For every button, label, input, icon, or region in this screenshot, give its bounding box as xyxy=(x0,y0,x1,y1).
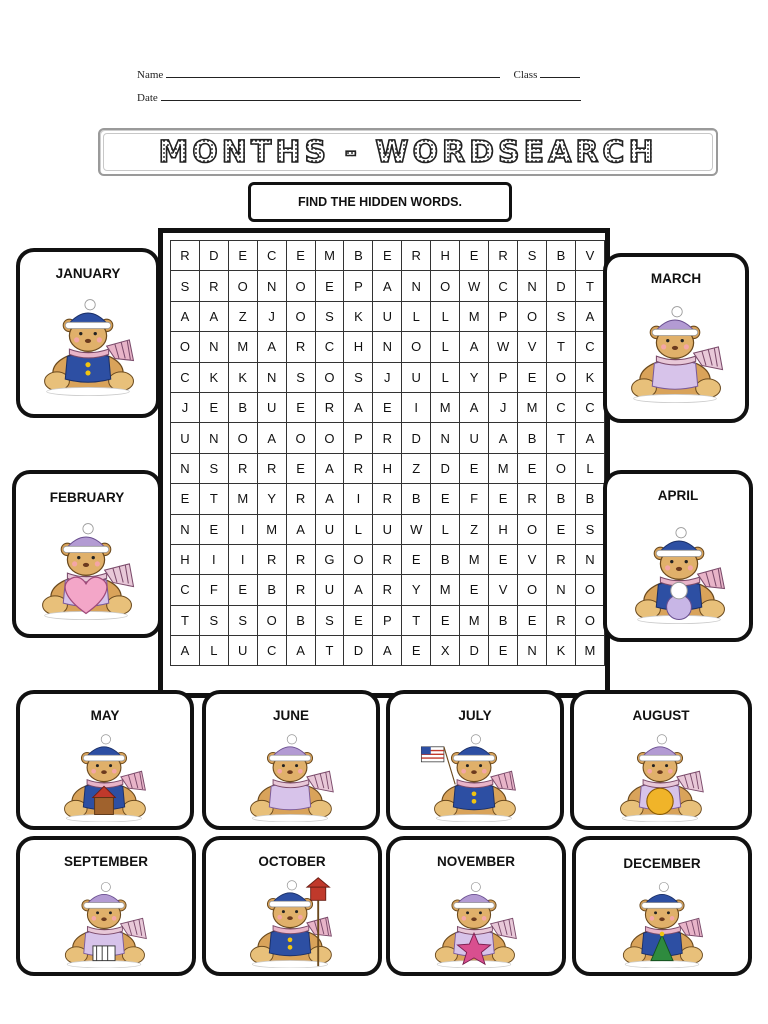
card-january xyxy=(16,248,160,418)
grid-cell[interactable]: A xyxy=(344,575,373,605)
grid-cell[interactable]: N xyxy=(431,423,460,453)
grid-cell[interactable]: S xyxy=(315,605,344,635)
grid-cell[interactable]: V xyxy=(518,544,547,574)
grid-cell[interactable]: C xyxy=(171,575,200,605)
grid-cell[interactable]: U xyxy=(171,423,200,453)
name-line xyxy=(137,68,580,81)
grid-cell[interactable]: C xyxy=(257,636,286,666)
grid-cell[interactable]: F xyxy=(199,575,228,605)
grid-cell[interactable]: E xyxy=(518,605,547,635)
grid-cell[interactable]: E xyxy=(228,575,257,605)
label-december: DECEMBER xyxy=(623,856,701,871)
grid-cell[interactable]: E xyxy=(199,514,228,544)
grid-cell[interactable]: R xyxy=(547,544,576,574)
grid-cell[interactable]: A xyxy=(575,423,604,453)
grid-cell[interactable]: O xyxy=(228,423,257,453)
grid-cell[interactable]: R xyxy=(286,332,315,362)
grid-cell[interactable]: M xyxy=(518,392,547,422)
grid-cell[interactable]: L xyxy=(431,362,460,392)
grid-cell[interactable]: K xyxy=(344,301,373,331)
grid-cell[interactable]: R xyxy=(344,453,373,483)
grid-cell[interactable]: H xyxy=(344,332,373,362)
grid-cell[interactable]: A xyxy=(257,423,286,453)
grid-cell[interactable]: U xyxy=(373,514,402,544)
grid-cell[interactable]: D xyxy=(402,423,431,453)
grid-cell[interactable]: O xyxy=(257,605,286,635)
grid-cell[interactable]: E xyxy=(431,484,460,514)
grid-cell[interactable]: T xyxy=(547,332,576,362)
grid-cell[interactable]: H xyxy=(431,241,460,271)
label-january: JANUARY xyxy=(55,266,121,281)
grid-cell[interactable]: E xyxy=(547,514,576,544)
card-may xyxy=(16,690,194,830)
grid-row xyxy=(171,301,605,331)
grid-cell[interactable]: A xyxy=(315,484,344,514)
grid-cell[interactable]: B xyxy=(228,392,257,422)
grid-cell[interactable]: P xyxy=(344,271,373,301)
grid-cell[interactable]: P xyxy=(344,423,373,453)
grid-cell[interactable]: M xyxy=(257,514,286,544)
grid-cell[interactable]: N xyxy=(575,544,604,574)
grid-cell[interactable]: R xyxy=(373,484,402,514)
grid-cell[interactable]: N xyxy=(199,332,228,362)
grid-row xyxy=(171,544,605,574)
grid-cell[interactable]: E xyxy=(373,392,402,422)
grid-cell[interactable]: S xyxy=(199,453,228,483)
grid-cell[interactable]: N xyxy=(257,362,286,392)
grid-cell[interactable]: A xyxy=(489,423,518,453)
grid-cell[interactable]: N xyxy=(171,514,200,544)
grid-cell[interactable]: M xyxy=(460,605,489,635)
grid-cell[interactable]: H xyxy=(489,514,518,544)
label-november: NOVEMBER xyxy=(436,854,515,869)
card-august xyxy=(570,690,752,830)
grid-cell[interactable]: P xyxy=(373,605,402,635)
grid-cell[interactable]: M xyxy=(575,636,604,666)
grid-cell[interactable]: T xyxy=(199,484,228,514)
grid-cell[interactable]: A xyxy=(344,392,373,422)
grid-cell[interactable]: P xyxy=(489,362,518,392)
bear-illustration xyxy=(613,299,737,403)
grid-cell[interactable]: B xyxy=(257,575,286,605)
grid-cell[interactable]: L xyxy=(431,301,460,331)
grid-cell[interactable]: W xyxy=(402,514,431,544)
grid-row xyxy=(171,392,605,422)
grid-cell[interactable]: O xyxy=(315,362,344,392)
grid-cell[interactable]: C xyxy=(575,332,604,362)
label-august: AUGUST xyxy=(632,708,690,723)
grid-cell[interactable]: O xyxy=(431,271,460,301)
grid-cell[interactable]: U xyxy=(257,392,286,422)
grid-cell[interactable]: J xyxy=(171,392,200,422)
grid-cell[interactable]: W xyxy=(460,271,489,301)
card-december xyxy=(572,836,752,976)
class-label: Class xyxy=(513,69,538,81)
grid-cell[interactable]: A xyxy=(257,332,286,362)
grid-cell[interactable]: G xyxy=(315,544,344,574)
grid-cell[interactable]: R xyxy=(286,575,315,605)
grid-cell[interactable]: B xyxy=(344,241,373,271)
grid-cell[interactable]: B xyxy=(547,241,576,271)
grid-cell[interactable]: L xyxy=(199,636,228,666)
grid-cell[interactable]: R xyxy=(286,544,315,574)
grid-row xyxy=(171,514,605,544)
instructions-box xyxy=(248,182,512,222)
grid-cell[interactable]: N xyxy=(518,636,547,666)
grid-cell[interactable]: O xyxy=(547,453,576,483)
grid-cell[interactable]: R xyxy=(373,575,402,605)
bear-illustration xyxy=(412,728,536,822)
grid-cell[interactable]: Z xyxy=(402,453,431,483)
grid-cell[interactable]: R xyxy=(402,241,431,271)
grid-cell[interactable]: E xyxy=(373,241,402,271)
grid-cell[interactable]: B xyxy=(547,484,576,514)
grid-cell[interactable]: N xyxy=(257,271,286,301)
grid-cell[interactable]: K xyxy=(575,362,604,392)
grid-cell[interactable]: E xyxy=(518,453,547,483)
grid-cell[interactable]: S xyxy=(518,241,547,271)
grid-cell[interactable]: I xyxy=(228,514,257,544)
grid-cell[interactable]: E xyxy=(315,271,344,301)
label-october: OCTOBER xyxy=(258,854,326,869)
grid-cell[interactable]: L xyxy=(575,453,604,483)
grid-cell[interactable]: R xyxy=(547,605,576,635)
grid-row xyxy=(171,362,605,392)
bear-illustration xyxy=(228,874,352,968)
grid-cell[interactable]: N xyxy=(199,423,228,453)
grid-cell[interactable]: M xyxy=(460,301,489,331)
grid-cell[interactable]: L xyxy=(431,514,460,544)
grid-cell[interactable]: E xyxy=(489,544,518,574)
grid-cell[interactable]: T xyxy=(575,271,604,301)
grid-row xyxy=(171,636,605,666)
name-label: Name xyxy=(137,69,164,81)
grid-cell[interactable]: D xyxy=(460,636,489,666)
grid-cell[interactable]: A xyxy=(575,301,604,331)
grid-cell[interactable]: E xyxy=(402,544,431,574)
grid-cell[interactable]: R xyxy=(257,453,286,483)
instructions-text: FIND THE HIDDEN WORDS. xyxy=(298,195,462,209)
grid-cell[interactable]: T xyxy=(547,423,576,453)
grid-cell[interactable]: U xyxy=(402,362,431,392)
bear-illustration xyxy=(26,292,150,396)
bear-illustration xyxy=(42,876,166,968)
grid-cell[interactable]: I xyxy=(228,544,257,574)
grid-cell[interactable]: E xyxy=(286,241,315,271)
grid-cell[interactable]: Y xyxy=(460,362,489,392)
grid-cell[interactable]: I xyxy=(199,544,228,574)
grid-cell[interactable]: B xyxy=(575,484,604,514)
grid-row xyxy=(171,484,605,514)
card-november xyxy=(386,836,566,976)
grid-cell[interactable]: E xyxy=(460,575,489,605)
grid-cell[interactable]: V xyxy=(518,332,547,362)
grid-cell[interactable]: R xyxy=(228,453,257,483)
grid-cell[interactable]: O xyxy=(286,271,315,301)
grid-cell[interactable]: R xyxy=(373,544,402,574)
bear-illustration xyxy=(412,876,536,968)
card-february xyxy=(12,470,162,638)
name-field[interactable] xyxy=(166,68,500,78)
label-july: JULY xyxy=(458,708,492,723)
label-june: JUNE xyxy=(272,708,309,723)
grid-cell[interactable]: O xyxy=(171,332,200,362)
grid-cell[interactable]: N xyxy=(547,575,576,605)
page-title: MONTHS - WORDSEARCH xyxy=(158,134,658,170)
grid-cell[interactable]: R xyxy=(315,392,344,422)
grid-cell[interactable]: L xyxy=(431,332,460,362)
grid-cell[interactable]: I xyxy=(344,484,373,514)
grid-cell[interactable]: A xyxy=(199,301,228,331)
grid-cell[interactable]: K xyxy=(547,636,576,666)
grid-cell[interactable]: D xyxy=(547,271,576,301)
grid-cell[interactable]: O xyxy=(402,332,431,362)
grid-cell[interactable]: N xyxy=(171,453,200,483)
class-field[interactable] xyxy=(540,68,580,78)
grid-cell[interactable]: H xyxy=(171,544,200,574)
grid-cell[interactable]: A xyxy=(171,301,200,331)
bear-illustration xyxy=(598,728,722,822)
grid-cell[interactable]: S xyxy=(286,362,315,392)
grid-cell[interactable]: C xyxy=(547,392,576,422)
label-may: MAY xyxy=(90,708,120,723)
grid-cell[interactable]: E xyxy=(344,605,373,635)
grid-row xyxy=(171,575,605,605)
grid-cell[interactable]: D xyxy=(344,636,373,666)
grid-cell[interactable]: E xyxy=(431,605,460,635)
grid-cell[interactable]: Y xyxy=(402,575,431,605)
grid-cell[interactable]: K xyxy=(228,362,257,392)
grid-cell[interactable]: K xyxy=(199,362,228,392)
grid-cell[interactable]: M xyxy=(431,392,460,422)
title-banner xyxy=(98,128,718,176)
grid-cell[interactable]: A xyxy=(460,332,489,362)
grid-cell[interactable]: M xyxy=(228,332,257,362)
grid-cell[interactable]: S xyxy=(575,514,604,544)
grid-cell[interactable]: E xyxy=(489,484,518,514)
grid-cell[interactable]: C xyxy=(315,332,344,362)
grid-cell[interactable]: B xyxy=(489,605,518,635)
grid-cell[interactable]: A xyxy=(373,636,402,666)
grid-cell[interactable]: R xyxy=(373,423,402,453)
grid-cell[interactable]: L xyxy=(344,514,373,544)
grid-cell[interactable]: M xyxy=(431,575,460,605)
grid-cell[interactable]: J xyxy=(257,301,286,331)
grid-cell[interactable]: O xyxy=(228,271,257,301)
grid-cell[interactable]: O xyxy=(575,575,604,605)
grid-cell[interactable]: O xyxy=(547,362,576,392)
grid-cell[interactable]: D xyxy=(199,241,228,271)
grid-cell[interactable]: M xyxy=(228,484,257,514)
grid-cell[interactable]: O xyxy=(315,423,344,453)
grid-cell[interactable]: R xyxy=(171,241,200,271)
grid-cell[interactable]: O xyxy=(575,605,604,635)
grid-cell[interactable]: N xyxy=(373,332,402,362)
grid-cell[interactable]: S xyxy=(344,362,373,392)
grid-cell[interactable]: E xyxy=(460,453,489,483)
grid-cell[interactable]: O xyxy=(286,423,315,453)
grid-cell[interactable]: W xyxy=(489,332,518,362)
grid-cell[interactable]: U xyxy=(315,514,344,544)
card-june xyxy=(202,690,380,830)
grid-cell[interactable]: O xyxy=(344,544,373,574)
grid-row xyxy=(171,605,605,635)
grid-cell[interactable]: E xyxy=(518,362,547,392)
grid-cell[interactable]: C xyxy=(171,362,200,392)
bear-illustration xyxy=(42,728,166,822)
grid-cell[interactable]: E xyxy=(199,392,228,422)
grid-cell[interactable]: E xyxy=(228,241,257,271)
date-line xyxy=(137,91,581,104)
grid-cell[interactable]: Y xyxy=(257,484,286,514)
grid-cell[interactable]: A xyxy=(286,636,315,666)
bear-illustration xyxy=(228,728,352,822)
grid-cell[interactable]: U xyxy=(228,636,257,666)
grid-cell[interactable]: B xyxy=(286,605,315,635)
label-february: FEBRUARY xyxy=(49,490,125,505)
grid-cell[interactable]: V xyxy=(575,241,604,271)
grid-cell[interactable]: O xyxy=(518,514,547,544)
grid-cell[interactable]: M xyxy=(315,241,344,271)
grid-cell[interactable]: S xyxy=(199,605,228,635)
label-march: MARCH xyxy=(650,271,702,286)
grid-cell[interactable]: M xyxy=(489,453,518,483)
grid-cell[interactable]: T xyxy=(171,605,200,635)
grid-cell[interactable]: E xyxy=(460,241,489,271)
bear-illustration xyxy=(600,876,724,968)
grid-cell[interactable]: A xyxy=(373,271,402,301)
grid-row xyxy=(171,332,605,362)
grid-cell[interactable]: C xyxy=(575,392,604,422)
grid-cell[interactable]: E xyxy=(489,636,518,666)
letter-grid xyxy=(170,240,605,666)
grid-cell[interactable]: S xyxy=(171,271,200,301)
grid-cell[interactable]: D xyxy=(431,453,460,483)
grid-cell[interactable]: T xyxy=(402,605,431,635)
card-march xyxy=(603,253,749,423)
grid-cell[interactable]: R xyxy=(257,544,286,574)
date-label: Date xyxy=(137,92,158,104)
grid-row xyxy=(171,271,605,301)
grid-cell[interactable]: B xyxy=(431,544,460,574)
grid-cell[interactable]: E xyxy=(402,636,431,666)
grid-row xyxy=(171,453,605,483)
grid-cell[interactable]: N xyxy=(402,271,431,301)
grid-cell[interactable]: J xyxy=(489,392,518,422)
bear-illustration xyxy=(24,516,148,620)
grid-cell[interactable]: I xyxy=(402,392,431,422)
grid-cell[interactable]: P xyxy=(489,301,518,331)
grid-cell[interactable]: S xyxy=(547,301,576,331)
grid-cell[interactable]: C xyxy=(489,271,518,301)
wordsearch-grid xyxy=(158,228,610,698)
grid-cell[interactable]: E xyxy=(286,392,315,422)
card-april xyxy=(603,470,753,642)
grid-row xyxy=(171,241,605,271)
card-july xyxy=(386,690,564,830)
grid-cell[interactable]: U xyxy=(373,301,402,331)
grid-cell[interactable]: M xyxy=(460,544,489,574)
grid-cell[interactable]: R xyxy=(286,484,315,514)
grid-cell[interactable]: A xyxy=(286,514,315,544)
grid-cell[interactable]: R xyxy=(199,271,228,301)
grid-cell[interactable]: S xyxy=(228,605,257,635)
grid-cell[interactable]: U xyxy=(460,423,489,453)
grid-cell[interactable]: T xyxy=(315,636,344,666)
grid-cell[interactable]: L xyxy=(402,301,431,331)
label-september: SEPTEMBER xyxy=(63,854,148,869)
grid-cell[interactable]: O xyxy=(518,301,547,331)
grid-cell[interactable]: H xyxy=(373,453,402,483)
grid-row xyxy=(171,423,605,453)
grid-cell[interactable]: N xyxy=(518,271,547,301)
card-september xyxy=(16,836,196,976)
grid-cell[interactable]: Z xyxy=(460,514,489,544)
grid-cell[interactable]: J xyxy=(373,362,402,392)
grid-cell[interactable]: A xyxy=(315,453,344,483)
grid-cell[interactable]: A xyxy=(460,392,489,422)
grid-cell[interactable]: R xyxy=(489,241,518,271)
grid-cell[interactable]: Z xyxy=(228,301,257,331)
grid-cell[interactable]: F xyxy=(460,484,489,514)
grid-cell[interactable]: R xyxy=(518,484,547,514)
card-october xyxy=(202,836,382,976)
grid-cell[interactable]: S xyxy=(315,301,344,331)
grid-cell[interactable]: B xyxy=(518,423,547,453)
grid-cell[interactable]: E xyxy=(286,453,315,483)
grid-cell[interactable]: A xyxy=(171,636,200,666)
bear-illustration xyxy=(617,520,741,624)
grid-cell[interactable]: E xyxy=(171,484,200,514)
grid-cell[interactable]: C xyxy=(257,241,286,271)
grid-cell[interactable]: O xyxy=(286,301,315,331)
grid-cell[interactable]: X xyxy=(431,636,460,666)
label-april: APRIL xyxy=(657,488,699,503)
grid-cell[interactable]: B xyxy=(402,484,431,514)
grid-cell[interactable]: V xyxy=(489,575,518,605)
grid-cell[interactable]: O xyxy=(518,575,547,605)
grid-cell[interactable]: U xyxy=(315,575,344,605)
date-field[interactable] xyxy=(161,91,581,101)
